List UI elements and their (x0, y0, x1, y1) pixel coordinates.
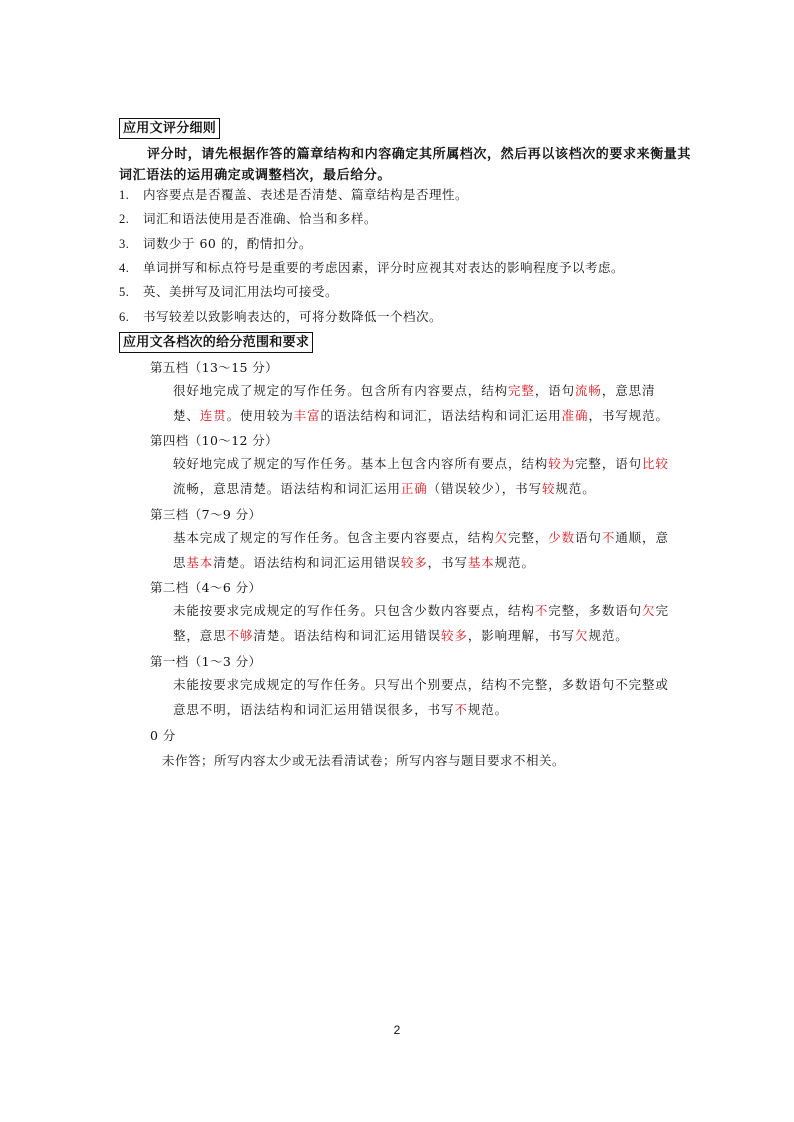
rule-item (119, 258, 624, 278)
description-text: ，影响理解，书写 (467, 627, 576, 643)
description-text: （错误较少），书写 (427, 480, 542, 496)
description-text: 的语法结构和词汇，语法结构和词汇运用 (320, 407, 562, 423)
description-text: 流畅，意思清楚。语法结构和词汇运用 (173, 480, 401, 496)
highlighted-term: 较多 (400, 554, 428, 570)
description-text: 清楚。语法结构和词汇运用错误 (213, 554, 401, 570)
rule-number: 6. (119, 310, 130, 324)
highlighted-term: 流畅 (575, 383, 602, 398)
description-text: 语句 (575, 530, 602, 545)
highlighted-term: 丰富 (293, 407, 321, 423)
rule-item (119, 209, 377, 229)
description-text: 完整，意思 (173, 603, 669, 643)
highlighted-term: 不够 (226, 627, 254, 643)
level-0-title: 0 分 (150, 728, 176, 743)
rule-number: 5. (119, 285, 130, 299)
rule-number: 2. (119, 212, 130, 226)
highlighted-term: 欠 (575, 627, 589, 643)
highlighted-term: 较为 (548, 456, 576, 471)
description-text: ，书写规范。 (588, 407, 669, 423)
rule-text: 词数少于 60 的，酌情扣分。 (143, 236, 312, 251)
highlighted-term: 基本 (467, 554, 495, 570)
highlighted-term: 准确 (561, 407, 589, 423)
highlighted-term: 不 (534, 603, 549, 618)
highlighted-term: 比较 (642, 456, 669, 471)
description-text: 规范。 (467, 701, 509, 717)
description-text: 未能按要求完成规定的写作任务。只包含少数内容要点，结构 (173, 603, 535, 618)
description-text: 。使用较为 (226, 407, 294, 423)
highlighted-term: 不 (601, 530, 616, 545)
rule-item (119, 307, 442, 327)
description-text: ，书写 (427, 554, 468, 570)
rule-item (119, 234, 312, 254)
level-3-description (173, 526, 681, 575)
highlighted-term: 较 (541, 480, 556, 496)
description-text: 很好地完成了规定的写作任务。包含所有内容要点，结构 (173, 383, 509, 398)
rule-item (119, 185, 468, 205)
grade-levels-heading: 应用文各档次的给分范围和要求 (119, 332, 313, 353)
rule-text: 内容要点是否覆盖、表述是否清楚、篇章结构是否理性。 (143, 187, 469, 202)
description-text: 规范。 (555, 480, 596, 496)
rule-number: 3. (119, 237, 130, 251)
scoring-rules-heading: 应用文评分细则 (119, 118, 220, 139)
description-text: 通顺，意思 (173, 530, 669, 570)
highlighted-term: 连贯 (199, 407, 227, 423)
level-0-description: 未作答；所写内容太少或无法看清试卷；所写内容与题目要求不相关。 (162, 753, 566, 768)
level-4-description (173, 452, 681, 501)
highlighted-term: 不 (454, 701, 468, 717)
level-1-description (173, 673, 681, 722)
level-5-description (173, 379, 681, 428)
description-text: 完整， (508, 530, 549, 545)
rule-text: 词汇和语法使用是否准确、恰当和多样。 (143, 211, 378, 226)
rule-text: 单词拼写和标点符号是重要的考虑因素，评分时应视其对表达的影响程度予以考虑。 (143, 260, 625, 275)
rule-number: 4. (119, 261, 130, 275)
description-text: 完整，语句 (575, 456, 643, 471)
description-text: 完整，多数语句 (548, 603, 643, 618)
description-text: 未能按要求完成规定的写作任务。只写出个别要点，结构不完整，多数语句不完整或意思不明，语法结构和词汇运用错误很多，书写 (173, 677, 669, 717)
description-text: 基本完成了规定的写作任务。包含主要内容要点，结构 (173, 530, 495, 545)
description-text: ，语句 (534, 383, 576, 398)
rule-number: 1. (119, 188, 130, 202)
highlighted-term: 较多 (441, 627, 468, 643)
description-text: 规范。 (588, 627, 629, 643)
highlighted-term: 基本 (186, 554, 214, 570)
level-4-title: 第四档（10～12 分） (150, 433, 279, 448)
highlighted-term: 少数 (548, 530, 576, 545)
description-text: ，意思清楚、 (173, 383, 656, 423)
description-text: 规范。 (494, 554, 535, 570)
level-5-title: 第五档（13～15 分） (150, 360, 279, 375)
rule-text: 英、美拼写及词汇用法均可接受。 (143, 284, 339, 299)
highlighted-term: 完整 (508, 383, 535, 398)
page-number: 2 (393, 1023, 401, 1037)
highlighted-term: 欠 (642, 603, 656, 618)
rule-item (119, 282, 338, 302)
rule-text: 书写较差以致影响表达的，可将分数降低一个档次。 (143, 309, 443, 324)
level-3-title: 第三档（7～9 分） (150, 507, 262, 522)
level-2-description (173, 599, 681, 648)
highlighted-term: 欠 (494, 530, 509, 545)
level-1-title: 第一档（1～3 分） (150, 654, 262, 669)
highlighted-term: 正确 (400, 480, 428, 496)
description-text: 清楚。语法结构和词汇运用错误 (253, 627, 442, 643)
level-2-title: 第二档（4～6 分） (150, 580, 262, 595)
scoring-intro-paragraph: 评分时，请先根据作答的篇章结构和内容确定其所属档次，然后再以该档次的要求来衡量其词汇语法的运用确定或调整档次，最后给分。 (119, 147, 692, 183)
description-text: 较好地完成了规定的写作任务。基本上包含内容所有要点，结构 (173, 456, 549, 471)
